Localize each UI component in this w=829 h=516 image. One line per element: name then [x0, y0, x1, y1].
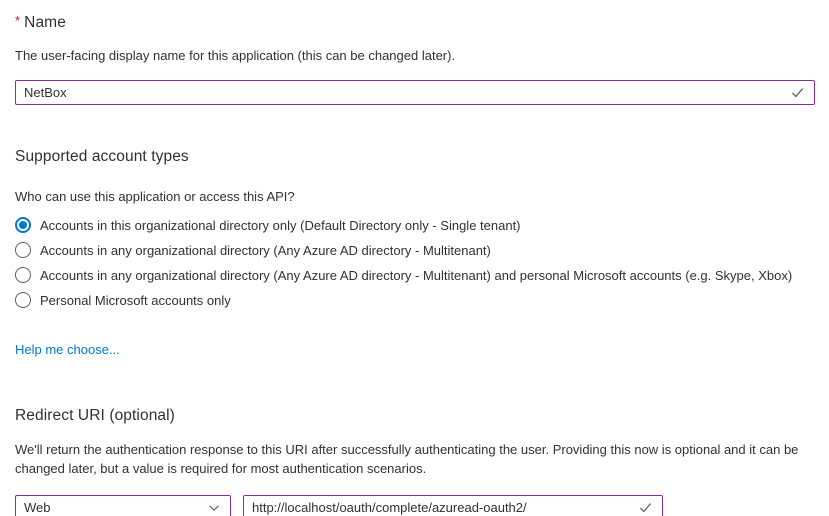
- required-asterisk: *: [15, 13, 21, 28]
- name-section-title: [15, 13, 815, 32]
- radio-option-multitenant-personal[interactable]: [15, 267, 815, 283]
- radio-option-label: Accounts in this organizational directory only (Default Directory only - Single tenant): [40, 217, 521, 233]
- account-types-question: Who can use this application or access this API?: [15, 189, 295, 204]
- check-icon: [790, 85, 805, 100]
- radio-icon[interactable]: [15, 292, 31, 308]
- radio-option-multitenant[interactable]: [15, 242, 815, 258]
- radio-icon[interactable]: [15, 217, 31, 233]
- redirect-uri-description: We'll return the authentication response to this URI after successfully authenticating the user. Providing this now is optional and it can be changed later, but a value is required for most authentication scenarios.: [15, 442, 799, 476]
- radio-option-personal-only[interactable]: [15, 292, 815, 308]
- radio-option-label: Personal Microsoft accounts only: [40, 292, 231, 308]
- redirect-uri-input-box: [243, 495, 663, 516]
- radio-icon[interactable]: [15, 267, 31, 283]
- platform-select[interactable]: [15, 495, 231, 516]
- redirect-uri-section-title: Redirect URI (optional): [15, 407, 175, 424]
- account-types-radio-group: [15, 217, 815, 308]
- redirect-uri-controls: [15, 495, 815, 516]
- name-input[interactable]: [16, 85, 790, 100]
- redirect-uri-input[interactable]: [244, 500, 638, 515]
- radio-option-single-tenant[interactable]: [15, 217, 815, 233]
- chevron-down-icon: [207, 501, 221, 515]
- check-icon: [638, 500, 653, 515]
- radio-icon[interactable]: [15, 242, 31, 258]
- help-me-choose-link[interactable]: Help me choose...: [15, 342, 120, 357]
- name-input-box: [15, 80, 815, 105]
- radio-option-label: Accounts in any organizational directory (Any Azure AD directory - Multitenant) and personal Microsoft accounts (e.g. Skype, Xbox): [40, 267, 793, 283]
- name-title-text: Name: [24, 14, 66, 31]
- account-types-section-title: Supported account types: [15, 148, 189, 165]
- name-description: The user-facing display name for this application (this can be changed later).: [15, 48, 456, 63]
- platform-select-value: Web: [24, 500, 51, 515]
- radio-option-label: Accounts in any organizational directory (Any Azure AD directory - Multitenant): [40, 242, 491, 258]
